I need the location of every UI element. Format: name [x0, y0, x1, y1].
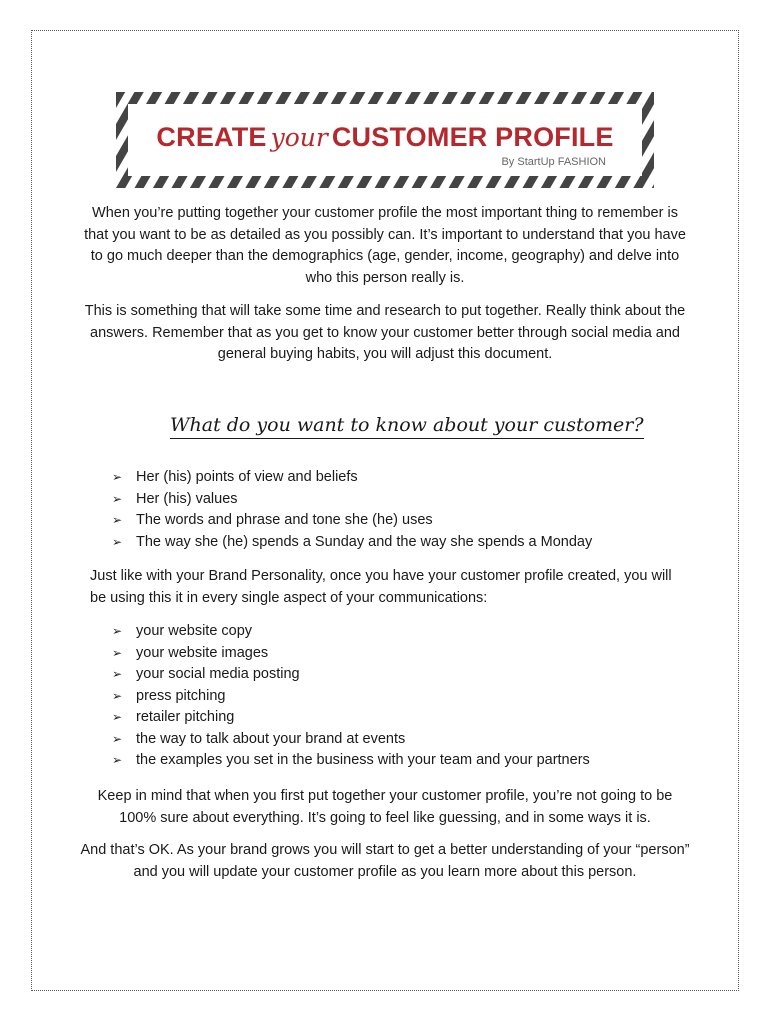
communications-paragraph: Just like with your Brand Personality, once you have your customer profile created, you will be using this it in every single aspect of your communications:	[90, 568, 672, 606]
list-communications	[112, 621, 590, 772]
list-item: ➢ your social media posting	[112, 664, 590, 686]
title-create: CREATE	[156, 122, 267, 152]
intro-paragraph-1: When you’re putting together your customer profile the most important thing to remember is that you want to be as detailed as you possibly can. It’s important to understand that you have to go much deeper than the demographics (age, gender, income, geography) and delve into who this person really is.	[84, 205, 686, 286]
section-heading: What do you want to know about your customer?	[170, 414, 644, 439]
title-customer-profile: CUSTOMER PROFILE	[331, 122, 614, 152]
arrow-bullet-icon: ➢	[112, 624, 123, 638]
list-item: ➢ retailer pitching	[112, 707, 590, 729]
arrow-bullet-icon: ➢	[112, 645, 123, 660]
title-your: your	[270, 123, 328, 152]
list-item: ➢ Her (his) points of view and beliefs	[112, 467, 592, 489]
keep-in-mind-paragraph: Keep in mind that when you first put together your customer profile, you’re not going to be 100% sure about everything. It’s going to feel like guessing, and in some ways it is.	[97, 788, 673, 826]
arrow-bullet-icon: ➢	[112, 688, 123, 703]
arrow-bullet-icon: ➢	[112, 470, 123, 484]
list-item: ➢ the way to talk about your brand at events	[112, 729, 590, 751]
banner-title	[116, 122, 654, 153]
list-item: ➢ Her (his) values	[112, 489, 592, 511]
list-item: ➢ the examples you set in the business with your team and your partners	[112, 750, 590, 772]
title-banner	[116, 92, 654, 188]
intro-paragraph-2: This is something that will take some time and research to put together. Really think about the answers. Remember that as you get to know your customer better through social media and general buying habits, you will adjust this document.	[84, 303, 686, 362]
list-item: ➢ your website images	[112, 643, 590, 665]
arrow-bullet-icon: ➢	[112, 491, 123, 506]
list-about-customer	[112, 467, 592, 553]
list-item: ➢ The way she (he) spends a Sunday and the way she spends a Monday	[112, 532, 592, 554]
list-item: ➢ press pitching	[112, 686, 590, 708]
banner-subtitle: By StartUp FASHION	[501, 156, 606, 168]
arrow-bullet-icon: ➢	[112, 753, 123, 767]
list-item: ➢ The words and phrase and tone she (he) uses	[112, 510, 592, 532]
list-item: ➢ your website copy	[112, 621, 590, 643]
arrow-bullet-icon: ➢	[112, 513, 123, 527]
arrow-bullet-icon: ➢	[112, 667, 123, 681]
arrow-bullet-icon: ➢	[112, 710, 123, 724]
arrow-bullet-icon: ➢	[112, 731, 123, 746]
closing-paragraph: And that’s OK. As your brand grows you will start to get a better understanding of your “person” and you will update your customer profile as you learn more about this person.	[80, 842, 690, 880]
arrow-bullet-icon: ➢	[112, 534, 123, 549]
